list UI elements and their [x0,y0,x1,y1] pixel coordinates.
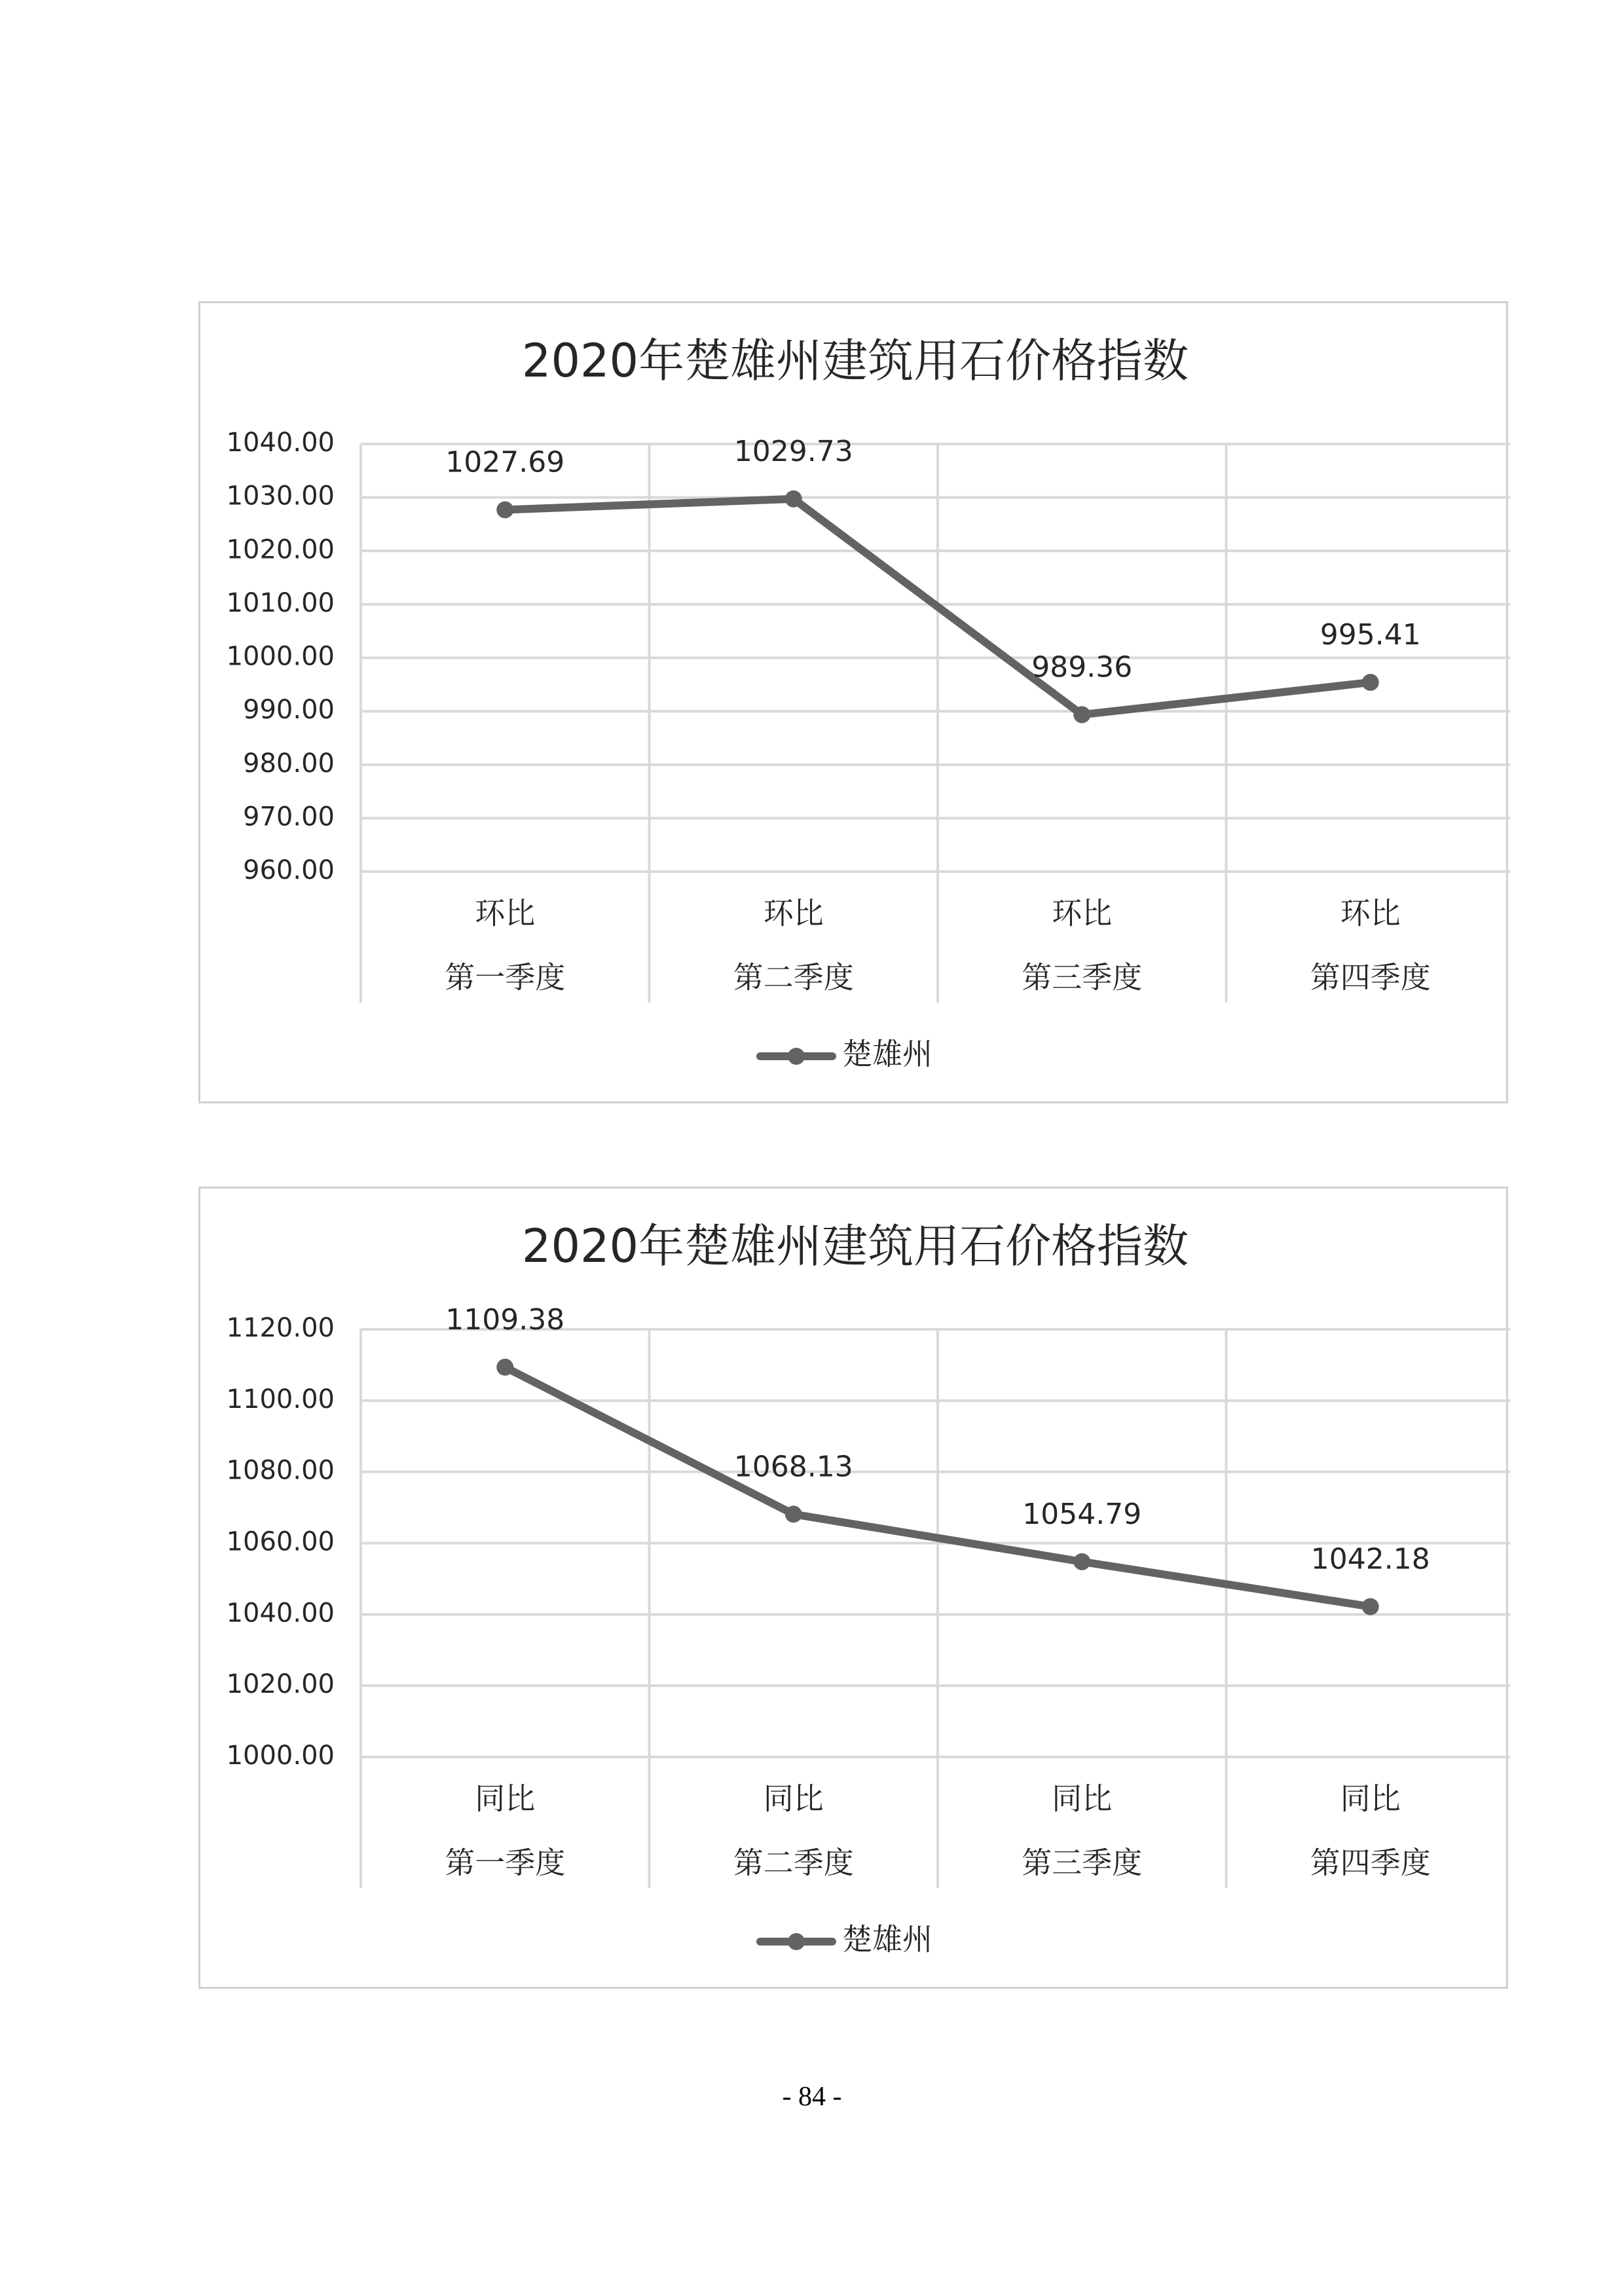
y-tick-label: 1040.00 [226,1598,335,1629]
data-point [1073,706,1090,723]
y-tick-label: 1020.00 [226,1669,335,1700]
y-tick-label: 1120.00 [226,1313,335,1343]
x-tick-label-type: 同比 [763,1781,824,1817]
x-tick-label-type: 同比 [475,1781,536,1817]
y-tick-label: 1020.00 [226,534,335,565]
data-label: 995.41 [1320,618,1421,652]
x-tick-label-quarter: 第二季度 [733,959,854,995]
y-tick-label: 1080.00 [226,1455,335,1486]
y-tick-label: 1000.00 [226,1741,335,1771]
data-point [496,1359,513,1376]
legend-label: 楚雄州 [842,1921,932,1957]
data-point [1362,674,1379,691]
y-tick-label: 990.00 [243,695,335,726]
x-tick-label-type: 环比 [475,895,536,931]
x-tick-label-quarter: 第三季度 [1022,959,1143,995]
x-tick-label-type: 同比 [1052,1781,1113,1817]
x-tick-label-type: 同比 [1340,1781,1401,1817]
data-label: 1068.13 [733,1450,853,1484]
data-label: 1109.38 [445,1302,565,1337]
y-tick-label: 970.00 [243,802,335,832]
chart-frame-yoy [198,1187,1508,1989]
y-tick-label: 1040.00 [226,428,335,458]
legend-marker [788,1933,805,1950]
data-point [1073,1553,1090,1570]
x-tick-label-type: 环比 [1052,895,1113,931]
data-label: 1054.79 [1022,1497,1142,1531]
line-chart-yoy [200,1189,1510,1991]
y-tick-label: 980.00 [243,748,335,779]
x-tick-label-quarter: 第一季度 [445,959,566,995]
page-number: - 84 - [782,2082,842,2112]
y-tick-label: 1000.00 [226,641,335,672]
x-tick-label-type: 环比 [763,895,824,931]
chart-frame-qoq [198,301,1508,1103]
x-tick-label-quarter: 第四季度 [1310,959,1431,995]
chart-title: 2020年楚雄州建筑用石价格指数 [521,334,1189,388]
data-point [496,501,513,518]
y-tick-label: 960.00 [243,855,335,885]
data-point [785,490,802,508]
data-point [785,1505,802,1523]
data-label: 989.36 [1031,650,1133,684]
legend-label: 楚雄州 [842,1036,932,1072]
x-tick-label-quarter: 第三季度 [1022,1845,1143,1881]
chart-title: 2020年楚雄州建筑用石价格指数 [521,1219,1189,1274]
data-point [1362,1598,1379,1615]
y-tick-label: 1100.00 [226,1384,335,1414]
data-label: 1029.73 [733,434,853,468]
y-tick-label: 1060.00 [226,1526,335,1557]
data-label: 1042.18 [1310,1542,1430,1576]
line-chart-qoq [200,303,1510,1105]
x-tick-label-quarter: 第四季度 [1310,1845,1431,1881]
legend-marker [788,1048,805,1065]
y-tick-label: 1030.00 [226,481,335,511]
x-tick-label-quarter: 第二季度 [733,1845,854,1881]
data-label: 1027.69 [445,445,565,479]
x-tick-label-type: 环比 [1340,895,1401,931]
x-tick-label-quarter: 第一季度 [445,1845,566,1881]
y-tick-label: 1010.00 [226,587,335,618]
